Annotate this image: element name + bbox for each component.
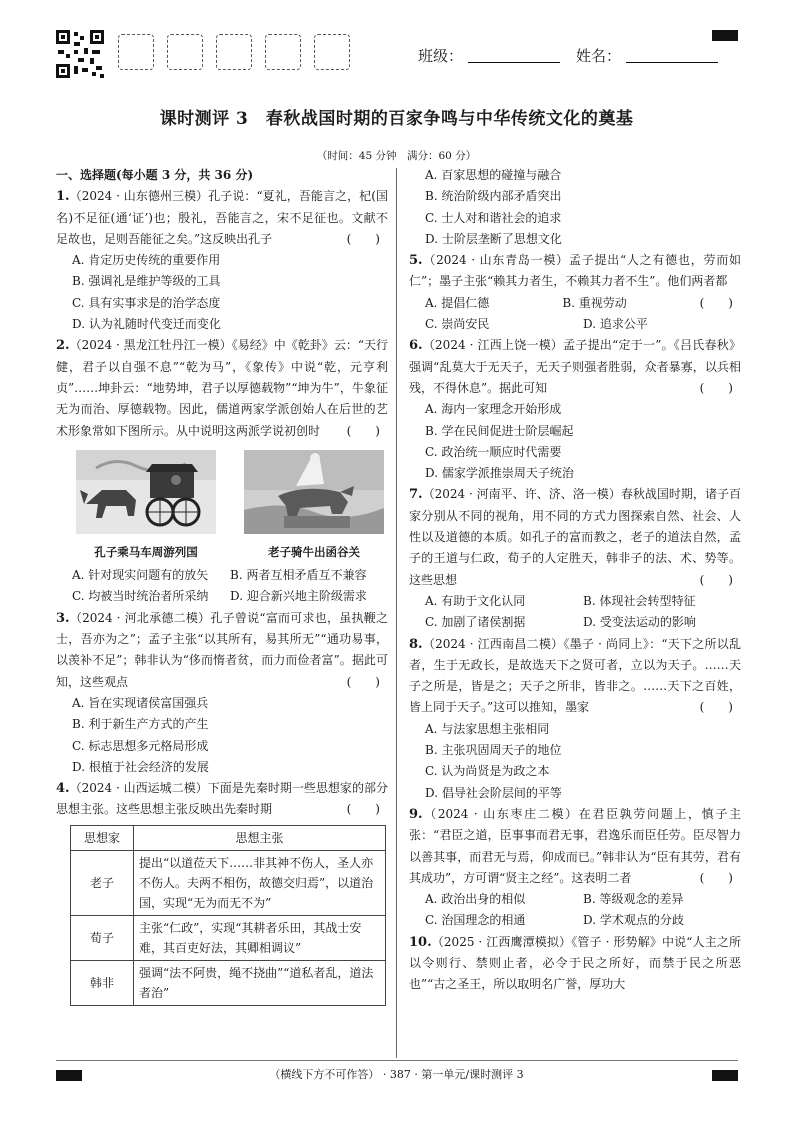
table-row [71,915,386,960]
table-row [71,850,386,915]
answer-bracket[interactable]: ( ) [346,231,380,246]
option-2c[interactable]: C. 均被当时统治者所采纳 [72,589,209,604]
option-3b[interactable]: B. 利于新生产方式的产生 [72,717,209,732]
option-5d[interactable]: D. 追求公平 [583,317,648,332]
answer-bracket[interactable]: ( ) [346,674,380,689]
question-6: 6.（2024 · 江西上饶一模）孟子提出“定于一”。《吕氏春秋》强调“乱莫大于无天子，无天子则强者胜弱，众者暴寡，以兵相残，不得休息”。据此可知 ( ) [409,335,741,399]
option-6a[interactable]: A. 海内一家理念开始形成 [425,402,562,417]
option-7a[interactable]: A. 有助于文化认同 [425,593,526,608]
options-7-row-2 [409,612,741,633]
table-header: 思想家 [71,825,134,850]
option-5c[interactable]: C. 崇尚安民 [425,317,490,332]
option-7d[interactable]: D. 受变法运动的影响 [583,615,696,630]
question-10: 10.（2025 · 江西鹰潭模拟）《管子 · 形势解》中说“人主之所以令则行、禁则止者，必令于民之所好，而禁于民之所恶也”“古之圣王，所以取明名广誉，厚功大 [409,934,741,992]
options-9-row-2 [409,910,741,931]
option-5a[interactable]: A. 提倡仁德 [425,295,490,310]
thinkers-table [70,825,386,1006]
option-9c[interactable]: C. 治国理念的相通 [425,913,526,928]
table-cell: 提出“以道莅天下……非其神不伤人，圣人亦不伤人。夫两不相伤，故德交归焉”，以道治国，实现“无为而无不为” [134,850,386,915]
option-8d[interactable]: D. 倡导社会阶层间的平等 [425,785,562,800]
seat-number-box-2[interactable] [167,34,203,70]
question-7: 7.（2024 · 河南平、许、济、洛一模）春秋战国时期，诸子百家分别从不同的视角，用不同的方式力图探索自然、社会、人性以及道德的本质。如孔子的富而教之，老子的道法自然，孟子的王道与仁政，荀子的人定胜天，韩非子的法、术、势等。这些思想 ( ) [409,484,741,590]
option-6d[interactable]: D. 儒家学派推崇周天子统治 [425,466,574,481]
question-9: 9.（2024 · 山东枣庄二模）在君臣孰劳问题上，慎子主张：“君臣之道，臣事事而君无事，君逸乐而臣任劳。臣尽智力以善其事，而君无与焉，仰成而已。”韩非认为“臣有其劳，君有其成功”，方可谓“贤主之经”。这表明二者 ( ) [409,804,741,889]
option-3a[interactable]: A. 旨在实现诸侯富国强兵 [72,695,209,710]
question-5: 5.（2024 · 山东青岛一模）孟子提出“人之有德也，劳而如仁”；墨子主张“赖其力者生，不赖其力者不生”。他们两者都 ( ) [409,250,741,293]
option-1a[interactable]: A. 肯定历史传统的重要作用 [72,253,221,268]
option-2b[interactable]: B. 两者互相矛盾互不兼容 [230,568,367,583]
option-4d[interactable]: D. 士阶层垄断了思想文化 [425,231,562,246]
options-2-row-1 [56,565,388,586]
option-6b[interactable]: B. 学在民间促进士阶层崛起 [425,423,574,438]
name-label: 姓名： [576,47,622,65]
answer-bracket[interactable]: ( ) [699,700,733,715]
question-8: 8.（2024 · 江西南昌二模）《墨子 · 尚同上》：“天下之所以乱者，生于无政长，是故选天下之贤可者，立以为天子。……天子之所是，皆是之；天子之所非，皆非之。……天下之百姓，皆上同于天子。”这可以推知，墨家 ( ) [409,634,741,719]
exam-meta: （时间：45 分钟 满分：60 分） [316,150,477,162]
question-1: 1.（2024 · 山东德州三模）孔子说：“夏礼，吾能言之，杞(国名)不足征(通‘证’)也；殷礼，吾能言之，宋不足征也。文献不足故也，足则吾能征之矣。”这反映出孔子 ( ) [56,186,388,250]
table-cell: 韩非 [71,960,134,1005]
question-3: 3.（2024 · 河北承德二模）孔子曾说“富而可求也，虽执鞭之士，吾亦为之”；孟子主张“以其所有，易其所无”“通功易事，以羡补不足”；韩非认为“侈而惰者贫，而力而俭者富”。据此可知，这些观点 ( ) [56,608,388,693]
option-3c[interactable]: C. 标志思想多元格局形成 [72,738,209,753]
qr-code [56,30,104,78]
left-column [56,165,388,1006]
class-field[interactable] [468,62,560,63]
options-7-row-1 [409,591,741,612]
table-cell: 荀子 [71,915,134,960]
option-1d[interactable]: D. 认为礼随时代变迁而变化 [72,317,221,332]
answer-bracket[interactable]: ( ) [346,423,380,438]
column-divider [396,168,397,1058]
option-4b[interactable]: B. 统治阶级内部矛盾突出 [425,189,562,204]
name-field[interactable] [626,62,718,63]
table-cell: 主张“仁政”，实现“其耕者乐田，其战士安难，其百吏好法，其卿相调议” [134,915,386,960]
section-title: 一、选择题(每小题 3 分，共 36 分) [56,168,254,182]
option-6c[interactable]: C. 政治统一顺应时代需要 [425,444,562,459]
option-2d[interactable]: D. 迎合新兴地主阶级需求 [230,589,367,604]
right-column [409,165,741,996]
figure-caption: 老子骑牛出函谷关 [268,544,360,559]
laozi-ox-image [244,450,384,534]
seat-number-box-1[interactable] [118,34,154,70]
option-7c[interactable]: C. 加剧了诸侯割据 [425,615,526,630]
answer-bracket[interactable]: ( ) [699,870,733,885]
page-title: 课时测评 3 春秋战国时期的百家争鸣与中华传统文化的奠基 [159,109,634,129]
option-9a[interactable]: A. 政治出身的相似 [425,892,526,907]
table-cell: 老子 [71,850,134,915]
figure-laozi [244,450,384,563]
seat-number-box-4[interactable] [265,34,301,70]
options-5-row-1 [409,293,700,314]
answer-bracket[interactable]: ( ) [699,295,733,310]
registration-mark [712,30,738,41]
options-5-row-2 [409,314,741,335]
question-4: 4.（2024 · 山西运城二模）下面是先秦时期一些思想家的部分思想主张。这些思想主张反映出先秦时期 ( ) [56,778,388,821]
footer-rule [56,1060,738,1061]
option-9b[interactable]: B. 等级观念的差异 [583,892,684,907]
confucius-carriage-image [76,450,216,534]
options-2-row-2 [56,586,388,607]
figure-caption: 孔子乘马车周游列国 [94,544,198,559]
option-1c[interactable]: C. 具有实事求是的治学态度 [72,295,221,310]
seat-number-box-3[interactable] [216,34,252,70]
table-header-row [71,825,386,850]
figure-confucius [76,450,216,563]
table-header: 思想主张 [134,825,386,850]
page-footer: （横线下方不可作答） · 387 · 第一单元/课时测评 3 [269,1068,524,1081]
option-1b[interactable]: B. 强调礼是维护等级的工具 [72,274,221,289]
option-9d[interactable]: D. 学术观点的分歧 [583,913,684,928]
option-8a[interactable]: A. 与法家思想主张相同 [425,721,550,736]
question-2: 2.（2024 · 黑龙江牡丹江一模）《易经》中《乾卦》云：“天行健，君子以自强不息”“乾为马”，《象传》中说“乾，元亨利贞”……坤卦云：“地势坤，君子以厚德载物”“坤为牛”，牛象征无为而治、厚德载物。因此，儒道两家学派创始人在后世的艺术形象常如下图所示。从中说明这两派学说初创时 ( ) [56,335,388,441]
option-8b[interactable]: B. 主张巩固周天子的地位 [425,743,562,758]
option-4c[interactable]: C. 士人对和谐社会的追求 [425,210,562,225]
answer-bracket[interactable]: ( ) [699,572,733,587]
table-row [71,960,386,1005]
seat-number-box-5[interactable] [314,34,350,70]
answer-bracket[interactable]: ( ) [346,802,380,817]
figure-row [56,442,388,565]
option-4a[interactable]: A. 百家思想的碰撞与融合 [425,168,562,182]
option-3d[interactable]: D. 根植于社会经济的发展 [72,759,209,774]
table-cell: 强调“法不阿贵，绳不挠曲”“道私者乱，道法者治” [134,960,386,1005]
class-label: 班级： [418,47,464,65]
option-5b[interactable]: B. 重视劳动 [562,295,627,310]
answer-bracket[interactable]: ( ) [699,380,733,395]
option-8c[interactable]: C. 认为尚贤是为政之本 [425,764,550,779]
option-7b[interactable]: B. 体现社会转型特征 [583,593,696,608]
options-9-row-1 [409,889,741,910]
option-2a[interactable]: A. 针对现实问题有的放矢 [72,568,209,583]
